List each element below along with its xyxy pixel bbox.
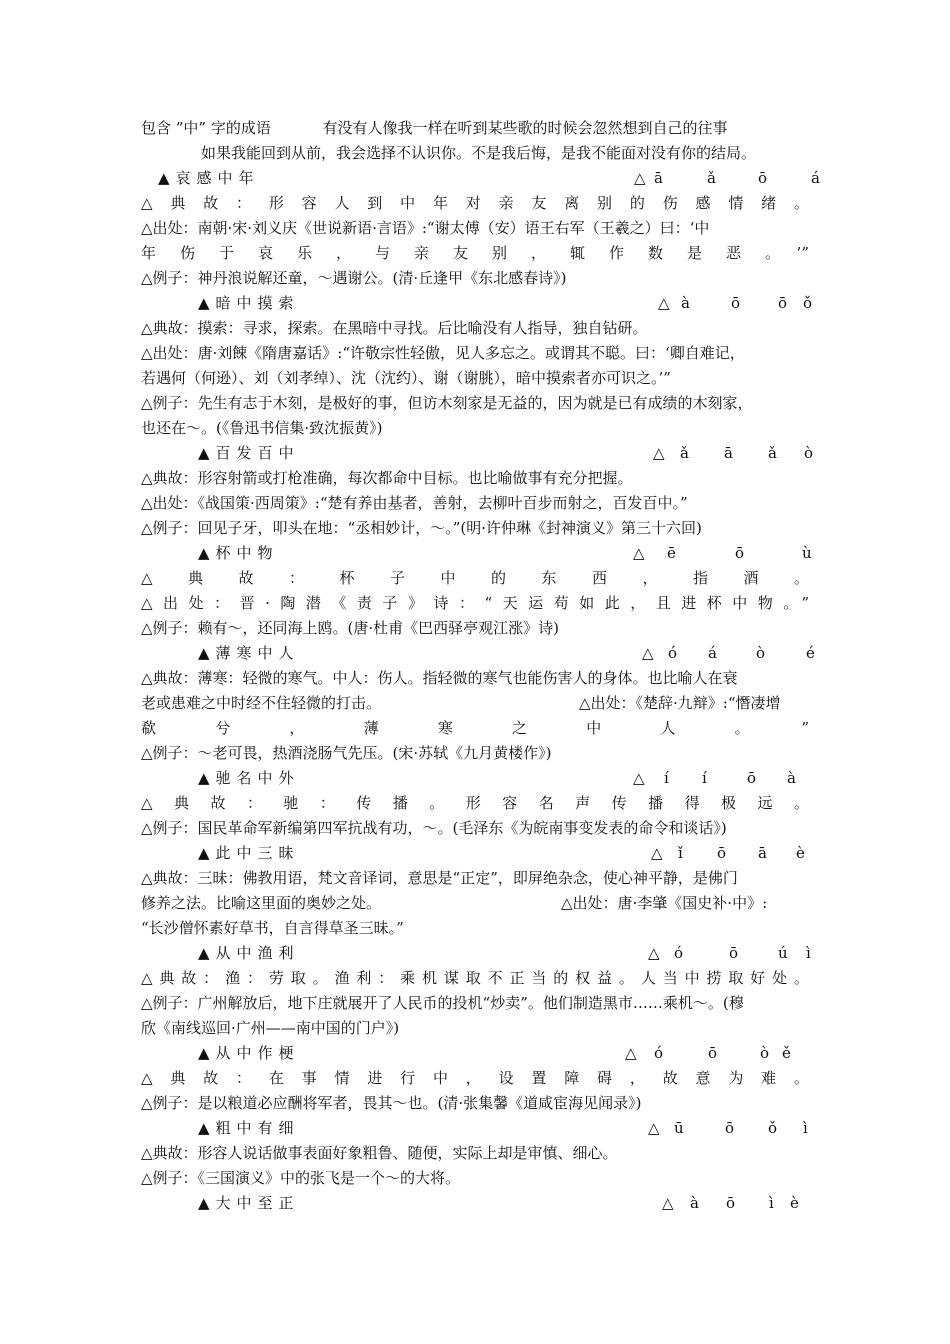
idiom-title: ▲百发百中 — [198, 444, 300, 462]
header-line-2: 如果我能回到从前，我会选择不认识你。不是我后悔，是我不能面对没有你的结局。 — [201, 144, 757, 162]
entry-title-row — [141, 641, 815, 666]
idiom-title: ▲从中渔利 — [198, 944, 300, 962]
entry-line: △出处：南朝·宋·刘义庆《世说新语·言语》:“谢太傅（安）语王右军（王羲之）曰：‘中 — [141, 219, 710, 237]
pinyin-syllable: ó — [654, 1044, 664, 1062]
entry-line: △例子：广州解放后，地下庄就展开了人民币的投机“炒卖”。他们制造黑市……乘机～。(穆 — [141, 994, 744, 1012]
pinyin-syllable: ū — [674, 1119, 684, 1137]
entry-title-row — [141, 166, 820, 191]
pinyin-syllable: ō — [708, 1044, 718, 1062]
entry-line: △典故：渔：劳取。渔利：乘机谋取不正当的权益。人当中捞取好处。 — [141, 969, 809, 987]
pinyin-mark: △ — [651, 844, 663, 862]
idiom-title: ▲薄寒中人 — [198, 644, 300, 662]
pinyin-syllable: ì — [769, 1194, 774, 1212]
entry-line: △出处：唐·刘餗《隋唐嘉话》:“许敬宗性轻傲，见人多忘之。或谓其不聪。曰：‘卿自难记， — [141, 344, 745, 362]
entry-line: △典故：驰：传播。形容名声传播得极远。 — [141, 794, 809, 812]
entry-line: 若遇何（何逊）、刘（刘孝绰）、沈（沈约）、谢（谢朓），暗中摸索者亦可识之。’” — [141, 369, 671, 387]
pinyin-syllable: ì — [806, 944, 811, 962]
pinyin-syllable: á — [708, 644, 717, 662]
pinyin-mark: △ — [658, 294, 670, 312]
pinyin-syllable: ì — [803, 1119, 808, 1137]
pinyin-mark: △ — [648, 1119, 660, 1137]
entry-title-row — [141, 766, 809, 791]
pinyin-syllable: ō — [726, 1194, 736, 1212]
pinyin-syllable: ǒ — [803, 294, 813, 312]
entry-line: △出处：晋·陶潜《责子》诗：“天运苟如此，且进杯中物。” — [141, 594, 809, 612]
entry-line-with-source — [141, 691, 809, 716]
pinyin-syllable: è — [796, 844, 805, 862]
entry-line: △典故：形容射箭或打枪准确，每次都命中目标。也比喻做事有充分把握。 — [141, 469, 633, 487]
entry-line: △例子：《三国演义》中的张飞是一个～的大将。 — [141, 1169, 461, 1187]
pinyin-syllable: í — [702, 769, 707, 787]
entry-line: 欷兮，薄寒之中人。” — [141, 719, 809, 737]
entry-line: △典故：在事情进行中，设置障碍，故意为难。 — [141, 1069, 809, 1087]
entry-title-row — [141, 541, 812, 566]
pinyin-syllable: á — [811, 169, 820, 187]
pinyin-syllable: ù — [802, 544, 812, 562]
pinyin-syllable: ǎ — [707, 169, 716, 187]
header-line-1 — [141, 116, 809, 141]
pinyin-mark: △ — [662, 1194, 674, 1212]
idiom-title: ▲粗中有细 — [198, 1119, 300, 1137]
entry-line-with-source — [141, 891, 809, 916]
pinyin-syllable: ō — [717, 844, 727, 862]
entry-title-row — [141, 1041, 809, 1066]
pinyin-syllable: ē — [667, 544, 676, 562]
entry-line-text: 修养之法。比喻这里面的奥妙之处。 — [141, 894, 382, 912]
pinyin-syllable: ā — [724, 444, 733, 462]
pinyin-syllable: ō — [729, 944, 739, 962]
entry-line: 也还在～。(《鲁迅书信集·致沈振黄》) — [141, 419, 383, 437]
idiom-title: ▲大中至正 — [198, 1194, 300, 1212]
pinyin-syllable: ó — [674, 944, 684, 962]
pinyin-syllable: ǎ — [680, 444, 689, 462]
pinyin-syllable: í — [664, 769, 669, 787]
idiom-title: ▲杯中物 — [198, 544, 279, 562]
header-title: 包含 ”中” 字的成语 — [141, 119, 271, 137]
entry-title-row — [141, 1116, 809, 1141]
entry-line: △例子：是以粮道必应酬将军者，畏其～也。(清·张集馨《道咸宦海见闻录》) — [141, 1094, 642, 1112]
pinyin-syllable: à — [690, 1194, 699, 1212]
entry-line: △例子：～老可畏，热酒浇肠气先压。(宋·苏轼《九月黄楼作》) — [141, 744, 552, 762]
entry-source-start: △出处：《楚辞·九辩》:“憯凄增 — [579, 694, 781, 712]
entry-line: △出处：《战国策·西周策》:“楚有养由基者，善射，去柳叶百步而射之，百发百中。” — [141, 494, 688, 512]
pinyin-mark: △ — [625, 1044, 637, 1062]
pinyin-syllable: ò — [804, 444, 814, 462]
pinyin-syllable: ā — [758, 844, 767, 862]
entry-line: △例子：赖有～，还同海上鸥。(唐·杜甫《巴西驿亭观江涨》诗) — [141, 619, 560, 637]
pinyin-syllable: ú — [778, 944, 788, 962]
entry-line: “长沙僧怀素好草书，自言得草圣三昧。” — [141, 919, 404, 937]
entry-line: 欣《南线巡回·广州——南中国的门户》) — [141, 1019, 400, 1037]
pinyin-mark: △ — [642, 644, 654, 662]
pinyin-syllable: ǐ — [678, 844, 683, 862]
pinyin-syllable: ō — [747, 769, 757, 787]
pinyin-syllable: ō — [778, 294, 788, 312]
pinyin-syllable: ō — [735, 544, 745, 562]
pinyin-syllable: ǎ — [768, 444, 777, 462]
pinyin-syllable: ò — [760, 1044, 770, 1062]
pinyin-syllable: ě — [782, 1044, 791, 1062]
pinyin-syllable: ō — [758, 169, 768, 187]
entry-title-row — [141, 1191, 809, 1216]
pinyin-mark: △ — [653, 444, 665, 462]
idiom-title: ▲从中作梗 — [198, 1044, 300, 1062]
entry-line: △典故：形容人到中年对亲友离别的伤感情绪。 — [141, 194, 809, 212]
entry-source-start: △出处：唐·李肇《国史补·中》: — [561, 894, 768, 912]
idiom-title: ▲暗中摸索 — [198, 294, 300, 312]
entry-title-row — [141, 441, 814, 466]
pinyin-mark: △ — [633, 544, 645, 562]
idiom-title: ▲驰名中外 — [198, 769, 300, 787]
idiom-title: ▲此中三昧 — [198, 844, 300, 862]
pinyin-syllable: ǒ — [768, 1119, 778, 1137]
entry-line: △典故：薄寒：轻微的寒气。中人：伤人。指轻微的寒气也能伤害人的身体。也比喻人在衰 — [141, 669, 738, 687]
pinyin-syllable: à — [787, 769, 796, 787]
entry-line: △典故：三昧：佛教用语，梵文音译词，意思是“正定”，即屏绝杂念，使心神平静，是佛门 — [141, 869, 738, 887]
pinyin-mark: △ — [634, 169, 646, 187]
entry-line: △典故：形容人说话做事表面好象粗鲁、随便，实际上却是审慎、细心。 — [141, 1144, 618, 1162]
pinyin-syllable: é — [806, 644, 815, 662]
entry-line: △例子：国民革命军新编第四军抗战有功，～。(毛泽东《为皖南事变发表的命令和谈话》) — [141, 819, 727, 837]
entry-line: △例子：先生有志于木刻，是极好的事，但访木刻家是无益的，因为就是已有成绩的木刻家， — [141, 394, 753, 412]
pinyin-syllable: ó — [668, 644, 678, 662]
entry-title-row — [141, 841, 809, 866]
header-lyric: 有没有人像我一样在听到某些歌的时候会忽然想到自己的往事 — [322, 119, 728, 137]
entry-line-text: 老或患难之中时经不住轻微的打击。 — [141, 694, 382, 712]
entry-line: △例子：回见子牙，叩头在地：“丞相妙计，～。”(明·许仲琳《封神演义》第三十六回) — [141, 519, 702, 537]
entry-line: △典故：杯子中的东西，指酒。 — [141, 569, 809, 587]
pinyin-syllable: ò — [756, 644, 766, 662]
entry-title-row — [141, 291, 813, 316]
entry-line: 年伤于哀乐，与亲友别，辄作数是恶。’” — [141, 244, 809, 262]
pinyin-mark: △ — [633, 769, 645, 787]
pinyin-syllable: à — [681, 294, 690, 312]
idiom-title: ▲哀感中年 — [158, 169, 260, 187]
pinyin-syllable: ō — [725, 1119, 735, 1137]
pinyin-syllable: è — [790, 1194, 799, 1212]
pinyin-syllable: ō — [731, 294, 741, 312]
pinyin-mark: △ — [648, 944, 660, 962]
pinyin-syllable: ā — [654, 169, 663, 187]
entry-line: △例子：神丹浪说解还童，～遇谢公。(清·丘逢甲《东北感春诗》) — [141, 269, 567, 287]
entry-line: △典故：摸索：寻求，探索。在黑暗中寻找。后比喻没有人指导，独自钻研。 — [141, 319, 648, 337]
entry-title-row — [141, 941, 809, 966]
